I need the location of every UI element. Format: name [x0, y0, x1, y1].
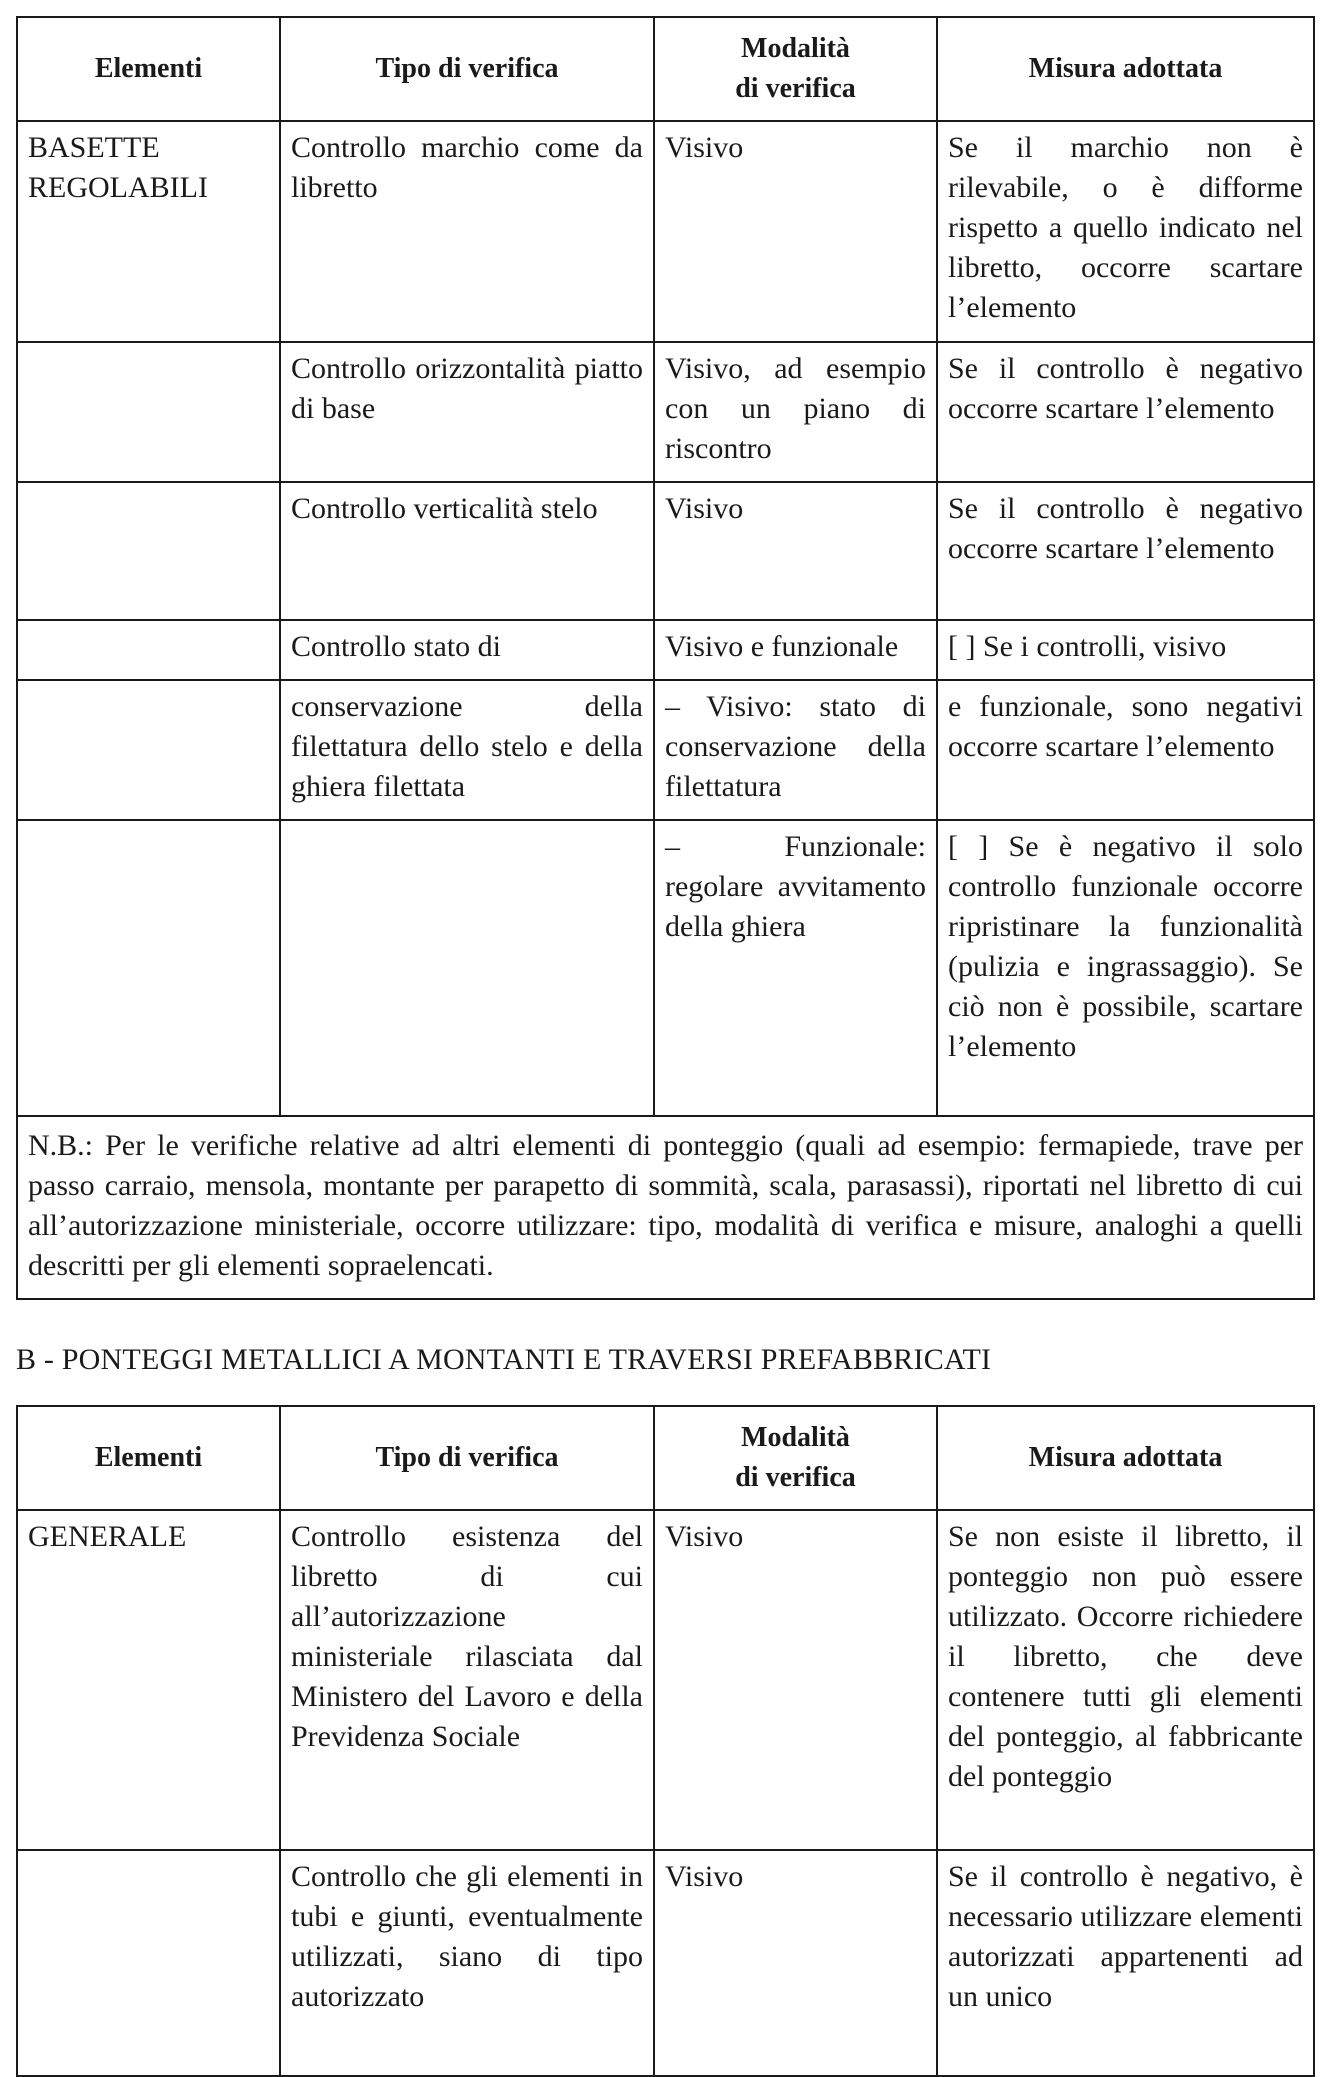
cell-modalita: – Visivo: stato di conservazione della filettatura [654, 680, 937, 820]
cell-elementi [17, 1850, 280, 2076]
cell-tipo: Controllo esistenza del libretto di cui all’autorizzazione ministeriale rilasciata dal Ministero del Lavoro e della Previdenza Sociale [280, 1510, 654, 1850]
header-misura-adottata: Misura adottata [937, 17, 1314, 121]
header-misura-adottata: Misura adottata [937, 1406, 1314, 1510]
cell-modalita: Visivo, ad esempio con un piano di riscontro [654, 342, 937, 482]
cell-elementi [17, 620, 280, 680]
cell-tipo: Controllo stato di [280, 620, 654, 680]
cell-modalita: Visivo [654, 1510, 937, 1850]
table-row [17, 620, 1314, 680]
cell-modalita: Visivo e funzionale [654, 620, 937, 680]
verification-table-b [16, 1405, 1315, 2077]
cell-tipo [280, 820, 654, 1116]
cell-misura: Se il controllo è negativo occorre scartare l’elemento [937, 482, 1314, 620]
table-row [17, 482, 1314, 620]
table-row [17, 1510, 1314, 1850]
table-row [17, 1850, 1314, 2076]
header-modalita-di-verifica: Modalità di verifica [654, 17, 937, 121]
table-row [17, 820, 1314, 1116]
cell-modalita: – Funzionale: regolare avvitamento della ghiera [654, 820, 937, 1116]
cell-modalita: Visivo [654, 1850, 937, 2076]
cell-elementi [17, 342, 280, 482]
table-row [17, 342, 1314, 482]
cell-elementi: GENERALE [17, 1510, 280, 1850]
cell-tipo: Controllo che gli elementi in tubi e giunti, eventualmente utilizzati, siano di tipo autorizzato [280, 1850, 654, 2076]
header-elementi: Elementi [17, 1406, 280, 1510]
cell-elementi [17, 820, 280, 1116]
table-header-row [17, 17, 1314, 121]
table-note: N.B.: Per le verifiche relative ad altri elementi di ponteggio (quali ad esempio: fermapiede, trave per passo carraio, mensola, montante per parapetto di sommità, scala, parasassi), riportati nel libretto di cui all’autorizzazione ministeriale, occorre utilizzare: tipo, modalità di verifica e misure, analoghi a quelli descritti per gli elementi sopraelencati. [17, 1116, 1314, 1299]
table-header-row [17, 1406, 1314, 1510]
cell-misura: Se il controllo è negativo occorre scartare l’elemento [937, 342, 1314, 482]
verification-table-a [16, 16, 1315, 1300]
cell-misura: Se il marchio non è rilevabile, o è difforme rispetto a quello indicato nel libretto, occorre scartare l’elemento [937, 121, 1314, 342]
cell-elementi [17, 482, 280, 620]
cell-modalita: Visivo [654, 121, 937, 342]
cell-misura: Se non esiste il libretto, il ponteggio non può essere utilizzato. Occorre richiedere il libretto, che deve contenere tutti gli elementi del ponteggio, al fabbricante del ponteggio [937, 1510, 1314, 1850]
cell-misura: [ ] Se i controlli, visivo [937, 620, 1314, 680]
table-row [17, 121, 1314, 342]
cell-tipo: Controllo marchio come da libretto [280, 121, 654, 342]
cell-elementi [17, 680, 280, 820]
note-row [17, 1116, 1314, 1299]
header-tipo-di-verifica: Tipo di verifica [280, 17, 654, 121]
cell-misura: [ ] Se è negativo il solo controllo funzionale occorre ripristinare la funzionalità (pulizia e ingrassaggio). Se ciò non è possibile, scartare l’elemento [937, 820, 1314, 1116]
table-row [17, 680, 1314, 820]
cell-tipo: conservazione della filettatura dello stelo e della ghiera filettata [280, 680, 654, 820]
cell-modalita: Visivo [654, 482, 937, 620]
header-tipo-di-verifica: Tipo di verifica [280, 1406, 654, 1510]
cell-misura: e funzionale, sono negativi occorre scartare l’elemento [937, 680, 1314, 820]
cell-tipo: Controllo verticalità stelo [280, 482, 654, 620]
section-title: B - PONTEGGI METALLICI A MONTANTI E TRAVERSI PREFABBRICATI [16, 1343, 992, 1376]
cell-misura: Se il controllo è negativo, è necessario utilizzare elementi autorizzati appartenenti ad un unico [937, 1850, 1314, 2076]
cell-elementi: BASETTE REGOLABILI [17, 121, 280, 342]
cell-tipo: Controllo orizzontalità piatto di base [280, 342, 654, 482]
header-elementi: Elementi [17, 17, 280, 121]
header-modalita-di-verifica: Modalità di verifica [654, 1406, 937, 1510]
